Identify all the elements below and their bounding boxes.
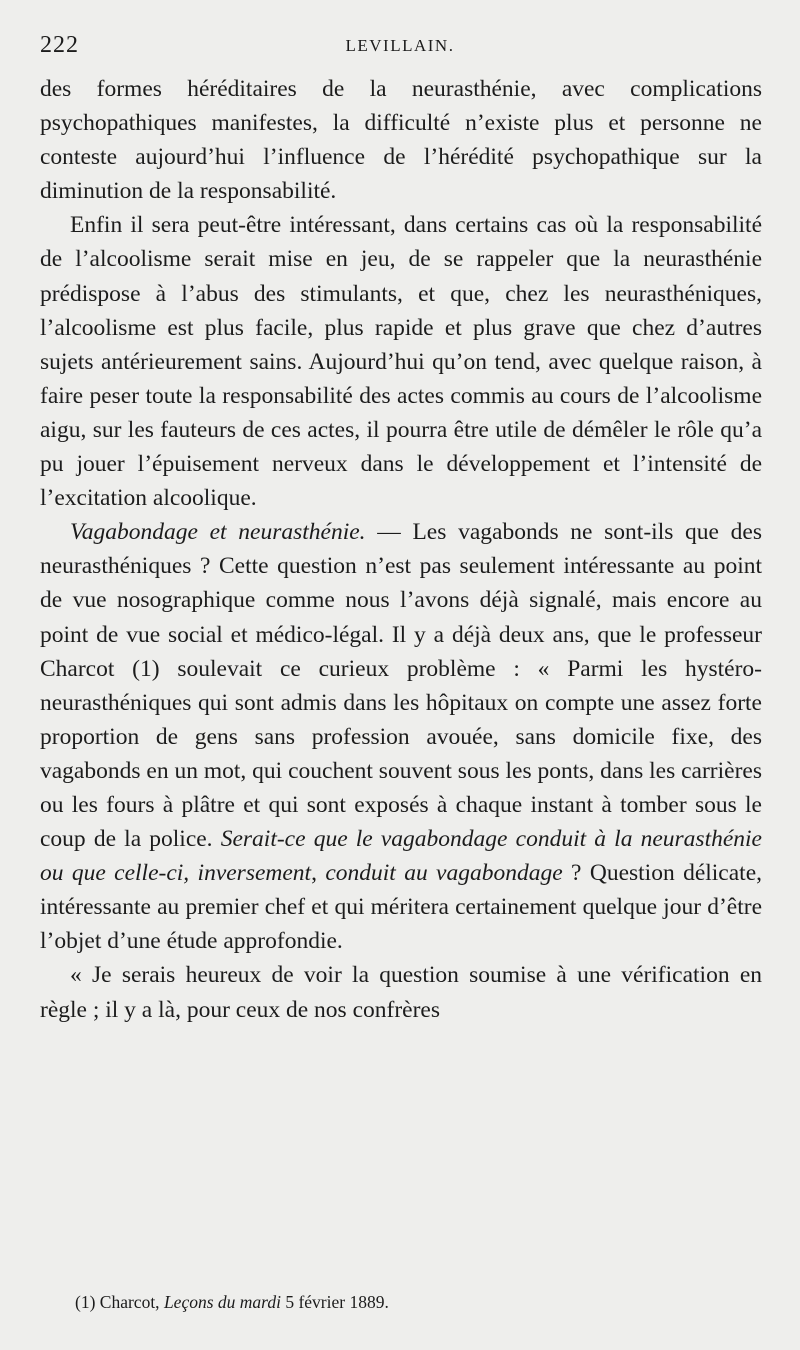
footnote-title: Leçons du mardi [163,1292,281,1312]
paragraph-3-text-3: ? Question délicate, intéressante au premier chef et qui méritera certainement quelque jour d’être l’objet d’une étude approfondie. [40,860,763,955]
footnote-marker: (1) Charcot, [75,1292,164,1312]
section-title: Vagabondage et neurasthénie. [70,519,366,546]
footnote-date: 5 février 1889. [280,1292,389,1312]
page-header [40,32,760,62]
paragraph-3-text-2: , [311,860,326,887]
paragraph-2: Enfin il sera peut-être intéressant, dans certains cas où la responsabilité de l’alcoolisme serait mise en jeu, de se rappeler que la neurasthénie prédispose à l’abus des stimulants, et que, chez les neurasthéniques, l’alcoolisme est plus facile, plus rapide et plus grave que chez d’autres sujets antérieurement sains. Aujourd’hui qu’on tend, avec quelque raison, à faire peser toute la responsabilité des actes commis au cours de l’alcoolisme aigu, sur les fauteurs de ces actes, il pourra être utile de démêler le rôle qu’a pu jouer l’épuisement nerveux dans le développement et l’intensité de l’excitation alcoolique. [40,212,762,512]
paragraph-3-text-1: — Les vagabonds ne sont-ils que des neurasthéniques ? Cette question n’est pas seulement intéressante au point de vue nosographique comme nous l’avons déjà signalé, mais encore au point de vue social et médico-légal. Il y a déjà deux ans, que le professeur Charcot (1) soulevait ce curieux problème : « Parmi les hystéro-neurasthéniques qui sont admis dans les hôpitaux on compte une assez forte proportion de gens sans profession avouée, sans domicile fixe, des vagabonds en un mot, qui couchent souvent sous les ponts, dans les carrières ou les fours à plâtre et qui sont exposés à chaque instant à tomber sous le coup de la police. [40,519,763,853]
body-text [40,72,762,1027]
paragraph-1: des formes héréditaires de la neurasthénie, avec complications psychopathiques manifestes, la difficulté n’existe plus et personne ne conteste aujourd’hui l’influence de l’hérédité psychopathique sur la diminution de la responsabilité. [40,76,762,205]
paragraph-3 [40,515,762,958]
footnote [75,1290,775,1314]
paragraph-3-italic-3: conduit au vagabondage [325,860,563,887]
paragraph-3-italic-2: inversement [197,860,312,887]
paragraph-3-italic-1: Serait-ce que le vagabondage conduit à la neurasthénie ou que celle-ci, [40,826,762,887]
page-number: 222 [40,32,79,58]
running-head: LEVILLAIN. [345,36,455,55]
paragraph-4: « Je serais heureux de voir la question soumise à une vérification en règle ; il y a là, pour ceux de nos confrères [40,962,762,1023]
